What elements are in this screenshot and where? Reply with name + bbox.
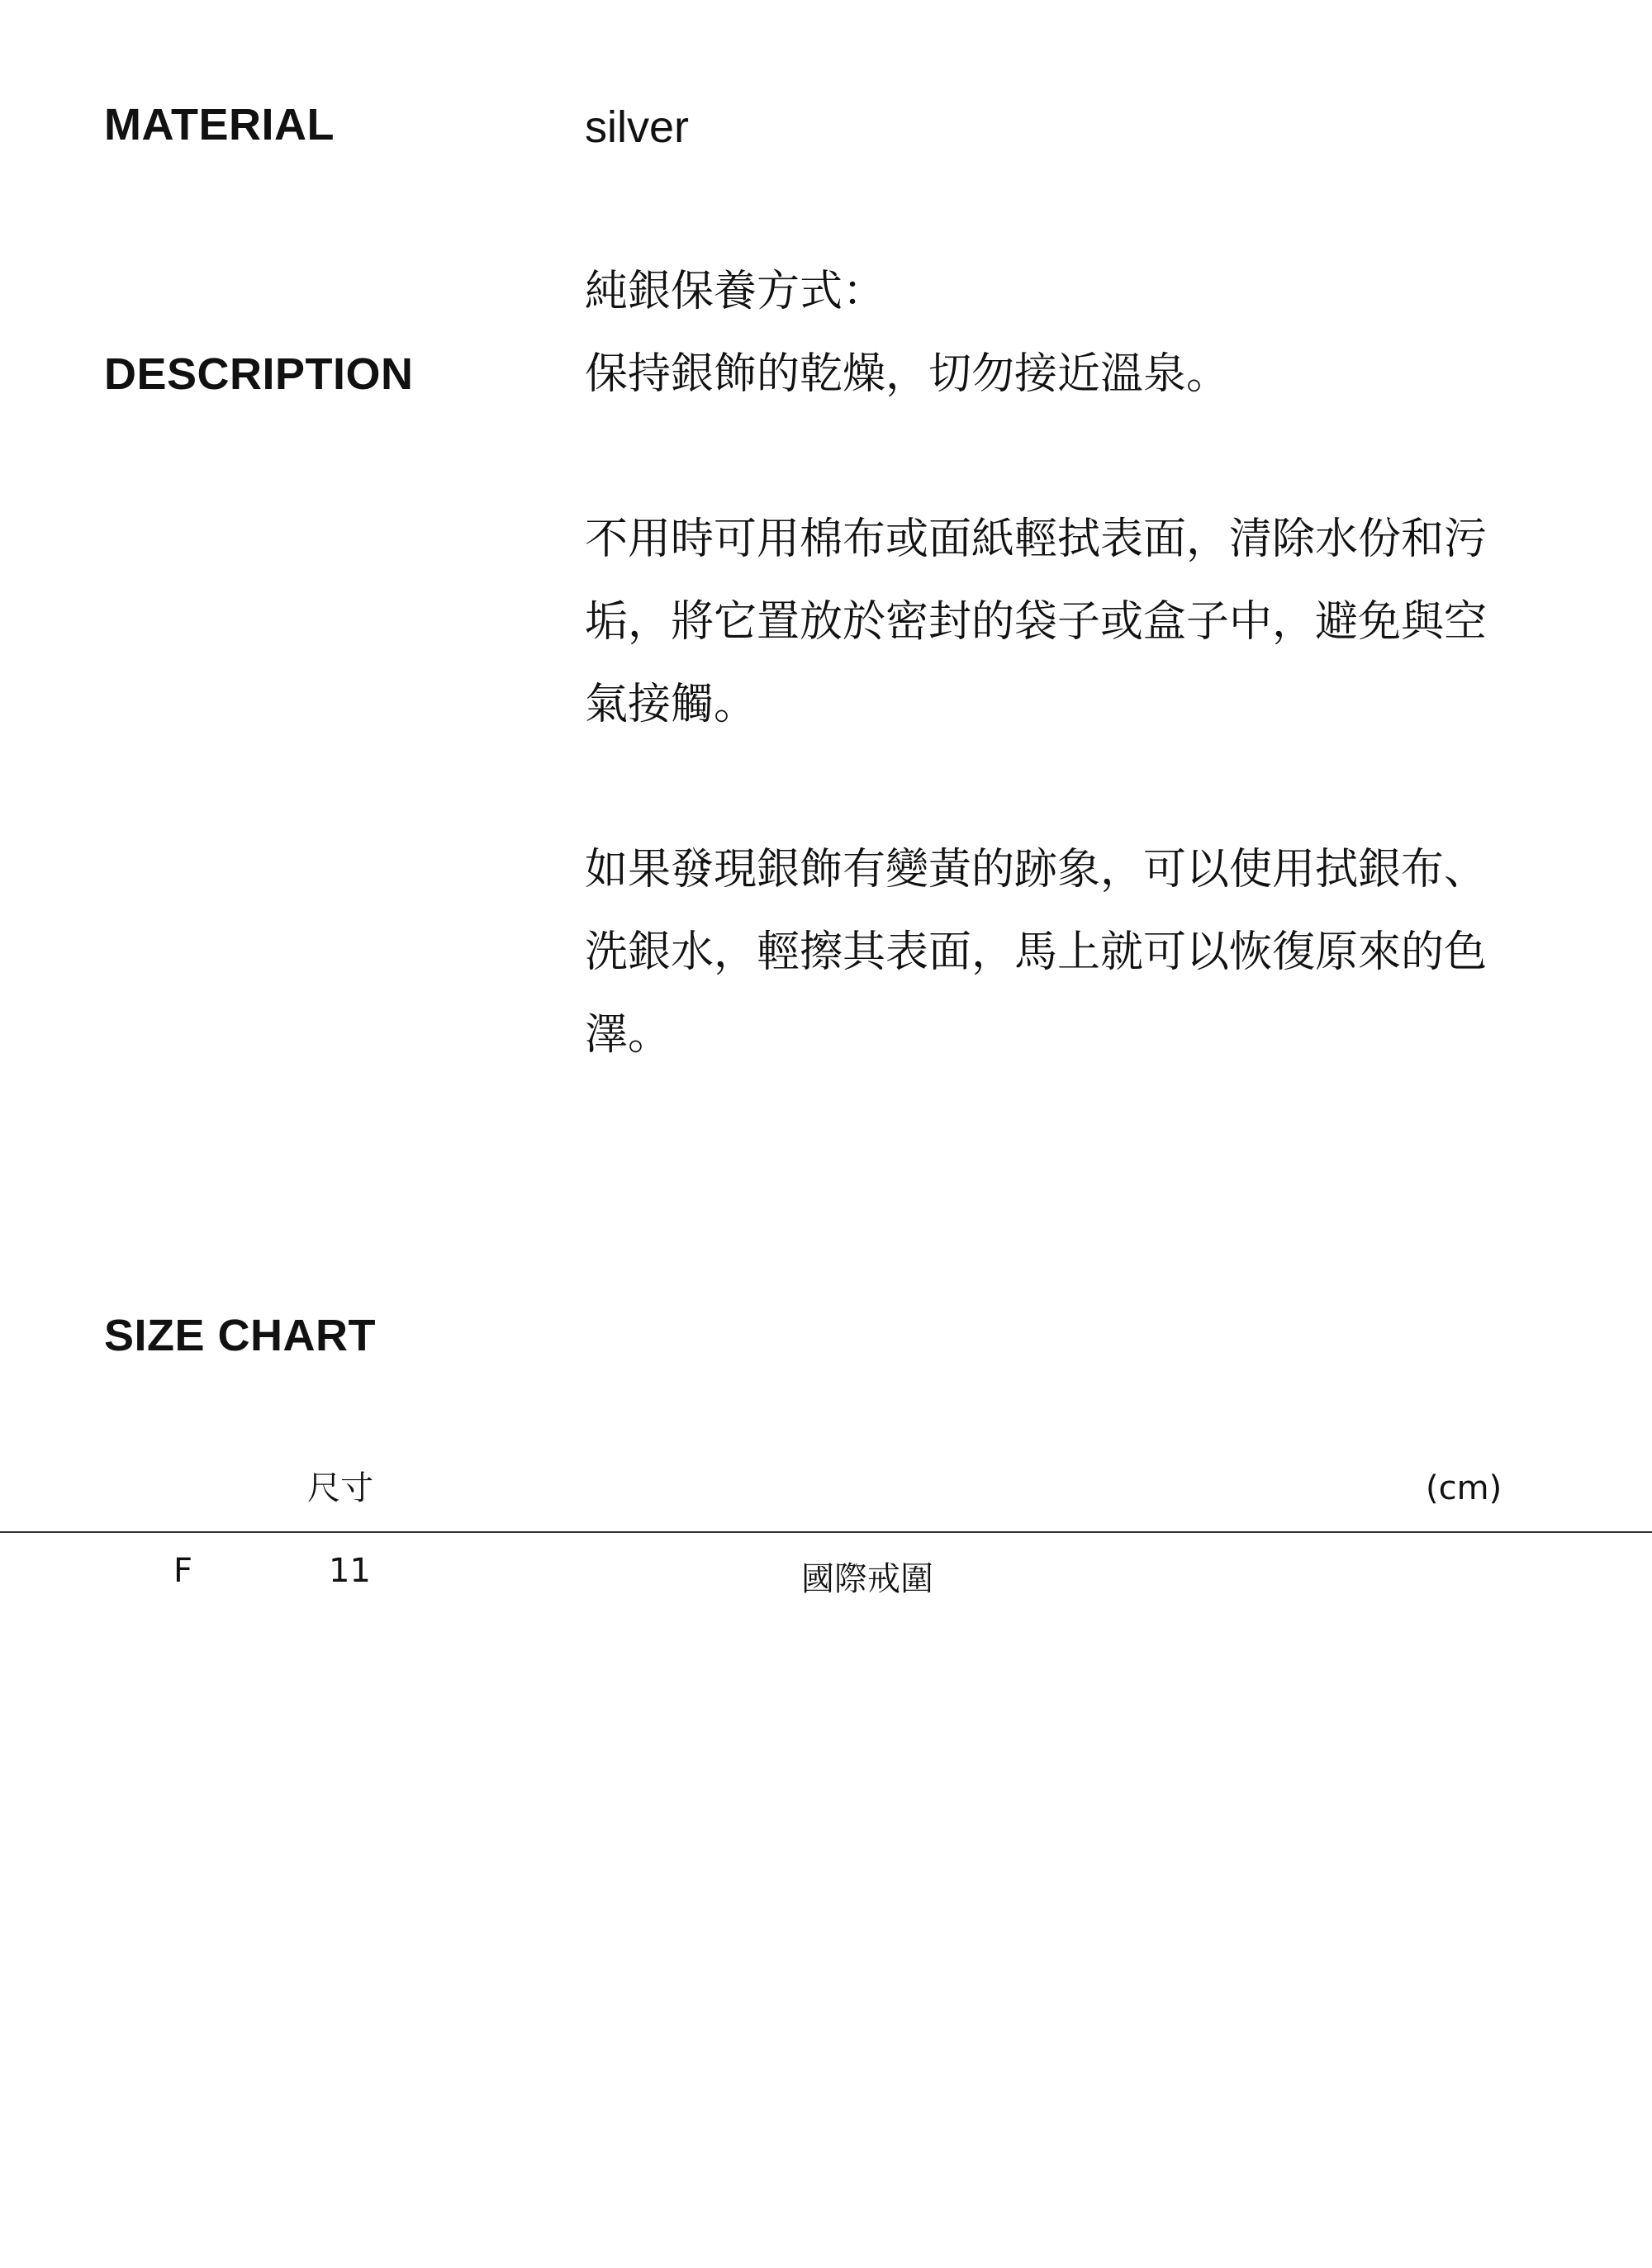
- description-line: 如果發現銀飾有變黃的跡象，可以使用拭銀布、: [585, 845, 1488, 894]
- description-line: 氣接觸。: [585, 680, 757, 729]
- size-table: [0, 1462, 1652, 1627]
- size-chart-heading: SIZE CHART: [104, 1311, 376, 1360]
- table-cell-value: 11: [329, 1552, 371, 1590]
- table-cell-size: F: [173, 1552, 193, 1590]
- description-line: 純銀保養方式：: [585, 267, 886, 316]
- material-value: silver: [585, 102, 690, 152]
- table-cell-measure: 國際戒圍: [801, 1560, 933, 1598]
- description-line: 不用時可用棉布或面紙輕拭表面，清除水份和污: [585, 515, 1488, 564]
- description-text: [585, 250, 1559, 1076]
- description-line: 洗銀水，輕擦其表面，馬上就可以恢復原來的色: [585, 928, 1488, 977]
- description-line: 保持銀飾的乾燥，切勿接近溫泉。: [585, 349, 1230, 399]
- description-line: 垢，將它置放於密封的袋子或盒子中，避免與空: [585, 597, 1488, 647]
- material-heading: MATERIAL: [104, 100, 335, 149]
- description-heading: DESCRIPTION: [104, 349, 414, 399]
- table-divider: [0, 1531, 1652, 1533]
- table-header-unit: (cm): [1426, 1469, 1502, 1507]
- description-line: 澤。: [585, 1010, 672, 1060]
- table-header-size: 尺寸: [307, 1469, 373, 1507]
